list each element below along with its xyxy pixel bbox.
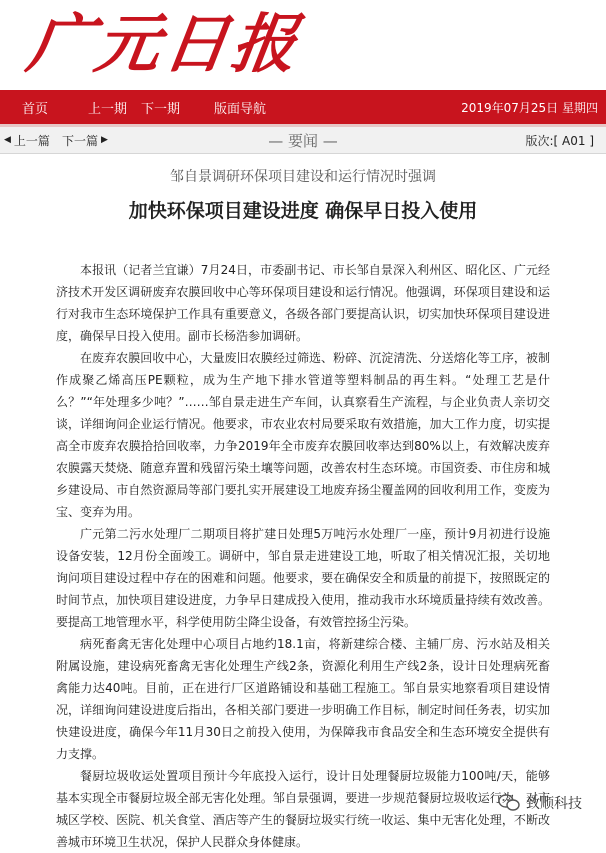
article-body [56, 259, 550, 853]
article-nav-bar [0, 127, 606, 154]
article-paragraph: 广元第二污水处理厂二期项目将扩建日处理5万吨污水处理厂一座，预计9月初进行设施设备安装，12月份全面竣工。调研中，邹自景走进建设工地，听取了相关情况汇报，关切地询问项目建设过程中存在的困难和问题。他要求，要在确保安全和质量的前提下，按照既定的时间节点，加快项目建设进度，力争早日建成投入使用，推动我市水环境质量持续有效改善。要提高工地管理水平，科学使用防尘降尘设备，有效管控扬尘污染。 [56, 523, 550, 633]
article-paragraph: 餐厨垃圾收运处置项目预计今年底投入运行，设计日处理餐厨垃圾能力100吨/天，能够基本实现全市餐厨垃圾全部无害化处理。邹自景强调，要进一步规范餐厨垃圾收运行为，对市城区学校、医院、机关食堂、酒店等产生的餐厨垃圾实行统一收运、集中无害化处理，不断改善城市环境卫生状况，保护人民群众身体健康。 [56, 765, 550, 853]
article-title: 加快环保项目建设进度 确保早日投入使用 [56, 196, 550, 223]
triangle-right-icon[interactable]: ▶ [101, 135, 108, 145]
article-paragraph: 病死畜禽无害化处理中心项目占地约18.1亩，将新建综合楼、主辅厂房、污水站及相关附属设施，建设病死畜禽无害化处理生产线2条，资源化利用生产线2条，设计日处理病死畜禽能力达40吨。目前，正在进行厂区道路铺设和基础工程施工。邹自景实地察看项目建设情况，详细询问建设进度后指出，各相关部门要进一步明确工作目标，制定时间任务表，切实加快建设进度，确保今年11月30日之前投入使用，为保障我市食品安全和生态环境安全提供有力支撑。 [56, 633, 550, 765]
top-navbar [0, 90, 606, 127]
watermark [498, 793, 582, 813]
nav-next-issue-link[interactable]: 下一期 [141, 98, 180, 117]
nav-prev-issue-link[interactable]: 上一期 [88, 98, 127, 117]
chat-bubbles-icon [498, 794, 520, 812]
masthead [0, 0, 606, 90]
article-paragraph: 在废弃农膜回收中心，大量废旧农膜经过筛选、粉碎、沉淀清洗、分送熔化等工序，被制作成聚乙烯高压PE颗粒，成为生产地下排水管道等塑料制品的再生料。“处理工艺是什么？”“年处理多少吨？”……邹自景走进生产车间，认真察看生产流程，与企业负责人亲切交谈，详细询问企业运行情况。他要求，市农业农村局要采取有效措施，加大工作力度，切实提高全市废弃农膜拾拾回收率，力争2019年全市废弃农膜回收率达到80%以上，有效解决废弃农膜露天焚烧、随意弃置和残留污染土壤等问题，改善农村生态环境。市国资委、市住房和城乡建设局、市自然资源局等部门要扎实开展建设工地废弃扬尘覆盖网的回收利用工作，变废为宝、变弃为用。 [56, 347, 550, 523]
page-number: 版次:[ A01 ] [525, 132, 594, 149]
issue-date: 2019年07月25日 星期四 [461, 99, 598, 116]
article-subtitle: 邹自景调研环保项目建设和运行情况时强调 [56, 166, 550, 186]
newspaper-logo[interactable]: 广元日报 [22, 2, 306, 88]
triangle-left-icon[interactable]: ◀ [4, 135, 11, 145]
nav-home-link[interactable]: 首页 [22, 98, 48, 117]
article [0, 166, 606, 853]
prev-article-link[interactable]: 上一篇 [14, 132, 50, 149]
nav-page-guide-link[interactable]: 版面导航 [214, 98, 266, 117]
next-article-link[interactable]: 下一篇 [62, 132, 98, 149]
section-name: — 要闻 — [0, 130, 606, 151]
watermark-text: 致顺科技 [526, 793, 582, 813]
article-paragraph: 本报讯（记者兰宜谦）7月24日，市委副书记、市长邹自景深入利州区、昭化区、广元经济技术开发区调研废弃农膜回收中心等环保项目建设和运行情况。他强调，环保项目建设和运行对我市生态环境保护工作具有重要意义，各级各部门要提高认识，切实加快环保项目建设进度，确保早日投入使用。副市长杨浩参加调研。 [56, 259, 550, 347]
